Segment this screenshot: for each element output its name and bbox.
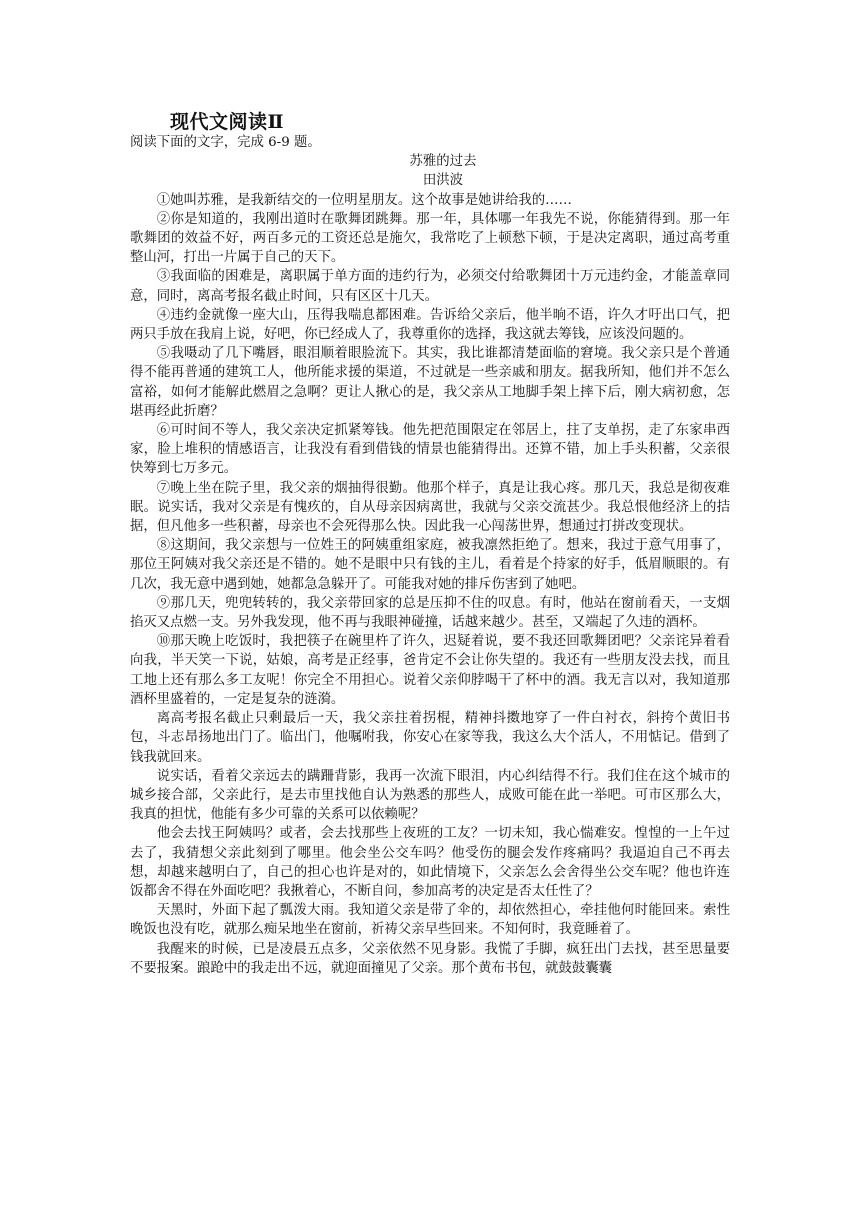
story-title: 苏雅的过去 [409,154,477,170]
paragraph: ③我面临的困难是，离职属于单方面的违约行为，必须交付给歌舞团十万元违约金，才能盖章同意，同时，离高考报名截止时间，只有区区十几天。 [130,269,730,304]
paragraph: ⑨那几天，兜兜转转的，我父亲带回家的总是压抑不住的叹息。有时，他站在窗前看天，一支烟掐灭又点燃一支。另外我发现，他不再与我眼神碰撞，话越来越少。甚至，又端起了久违的酒杯。 [130,595,730,631]
paragraph: ⑧这期间，我父亲想与一位姓王的阿姨重组家庭，被我凛然拒绝了。想来，我过于意气用事了，那位王阿姨对我父亲还是不错的。她不是眼中只有钱的主儿，看着是个持家的好手，低眉顺眼的。有几次，我无意中遇到她，她都急急躲开了。可能我对她的排斥伤害到了她吧。 [130,538,730,592]
paragraph: 说实话，看着父亲远去的蹒跚背影，我再一次流下眼泪，内心纠结得不行。我们住在这个城市的城乡接合部，父亲此行，是去市里找他自认为熟悉的那些人，成败可能在此一举吧。可市区那么大，我真的担忧，他能有多少可靠的关系可以依赖呢？ [130,768,730,823]
paragraph: ④违约金就像一座大山，压得我喘息都困难。告诉给父亲后，他半晌不语，许久才吁出口气，把两只手放在我肩上说，好吧，你已经成人了，我尊重你的选择，我这就去筹钱，应该没问题的。 [130,307,730,343]
reading-passage [130,133,730,978]
paragraph: ②你是知道的，我刚出道时在歌舞团跳舞。那一年，具体哪一年我先不说，你能猜得到。那一年歌舞团的效益不好，两百多元的工资还总是施欠，我常吃了上顿愁下顿，于是决定离职，通过高考重整山河，打出一片属于自己的天下。 [130,211,730,266]
instruction-text: 阅读下面的文字，完成 6-9 题。 [130,135,321,150]
paragraph: ⑤我嗫动了几下嘴唇，眼泪顺着眼脸流下。其实，我比谁都清楚面临的窘境。我父亲只是个普通得不能再普通的建筑工人，他所能求援的渠道，不过就是一些亲戚和朋友。据我所知，他们并不怎么富裕，如何才能解此燃眉之急啊？更让人揪心的是，我父亲从工地脚手架上摔下后，刚大病初愈，怎堪再经此折磨？ [130,346,730,419]
paragraph: 他会去找王阿姨吗？或者，会去找那些上夜班的工友？一切未知，我心惴难安。惶惶的一上午过去了，我猜想父亲此刻到了哪里。他会坐公交车吗？他受伤的腿会发作疼痛吗？我逼迫自己不再去想，却越来越明白了，自己的担心也许是对的，如此情境下，父亲怎么会舍得坐公交车呢？他也许连饭都舍不得在外面吃吧？我揪着心，不断自问，参加高考的决定是否太任性了？ [130,826,730,899]
story-author: 田洪波 [422,173,464,189]
paragraph: ⑦晚上坐在院子里，我父亲的烟抽得很勤。他那个样子，真是让我心疼。那几天，我总是彻夜难眠。说实话，我对父亲是有愧疚的，自从母亲因病离世，我就与父亲交流甚少。我总恨他经济上的拮据，但凡他多一些积蓄，母亲也不会死得那么快。因此我一心闯荡世界，想通过打拼改变现状。 [130,480,730,535]
paragraph: ⑥可时间不等人，我父亲决定抓紧筹钱。他先把范围限定在邻居上，拄了支单拐，走了东家串西家，脸上堆积的情感语言，让我没有看到借钱的情景也能猜得出。还算不错，加上手头积蓄，父亲很快筹到七万多元。 [130,423,730,477]
paragraph: 离高考报名截止只剩最后一天，我父亲拄着拐棍，精神抖擞地穿了一件白衬衣，斜挎个黄旧书包，斗志昂扬地出门了。临出门，他嘱咐我，你安心在家等我，我这么大个活人，不用惦记。借到了钱我就回来。 [130,711,730,765]
paragraph: ⑩那天晚上吃饭时，我把筷子在碗里杵了许久，迟疑着说，要不我还回歌舞团吧？父亲诧异着看向我，半天笑一下说，姑娘，高考是正经事，爸肯定不会让你失望的。我还有一些朋友没去找，而且工地上还有那么多工友呢！你完全不用担心。说着父亲仰脖喝干了杯中的酒。我无言以对，我知道那酒杯里盛着的，一定是复杂的涟漪。 [130,634,730,707]
paragraph: 天黑时，外面下起了瓢泼大雨。我知道父亲是带了伞的，却依然担心，牵挂他何时能回来。索性晚饭也没有吃，就那么痴呆地坐在窗前，祈祷父亲早些回来。不知何时，我竟睡着了。 [130,903,730,938]
section-title: 现代文阅读Ⅱ [170,111,285,133]
paragraph: ①她叫苏雅，是我新结交的一位明星朋友。这个故事是她讲给我的…… [156,192,572,208]
paragraph: 我醒来的时候，已是凌晨五点多，父亲依然不见身影。我慌了手脚，疯狂出门去找，甚至思量要不要报案。踉跄中的我走出不远，就迎面撞见了父亲。那个黄布书包，就鼓鼓囊囊 [130,941,730,976]
